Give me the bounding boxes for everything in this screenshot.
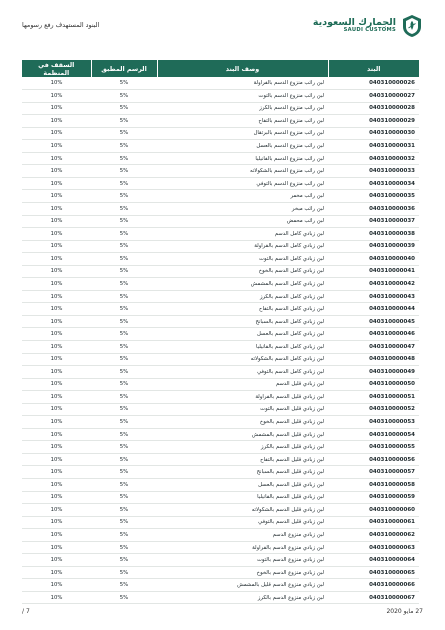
cell-description: لبن زبادي منزوع الدسم قليل بالمشمش: [157, 579, 328, 592]
cell-description: لبن رائب منزوع الدسم بالفانيليا: [157, 152, 328, 165]
cell-applied-duty: 5%: [91, 228, 157, 241]
cell-description: لبن زبادي قليل الدسم بالكرز: [157, 441, 328, 454]
cell-wto-ceiling: 10%: [22, 202, 91, 215]
cell-applied-duty: 5%: [91, 265, 157, 278]
table-row: [22, 240, 419, 253]
cell-wto-ceiling: 10%: [22, 340, 91, 353]
cell-code: 040310000033: [328, 165, 419, 178]
cell-code: 040310000026: [328, 77, 419, 90]
cell-wto-ceiling: 10%: [22, 165, 91, 178]
cell-description: لبن زبادي قليل الدسم بالتوفي: [157, 516, 328, 529]
cell-code: 040310000042: [328, 278, 419, 291]
cell-wto-ceiling: 10%: [22, 115, 91, 128]
cell-wto-ceiling: 10%: [22, 290, 91, 303]
cell-description: لبن زبادي كامل الدسم بالفراولة: [157, 240, 328, 253]
cell-code: 040310000058: [328, 479, 419, 492]
cell-code: 040310000032: [328, 152, 419, 165]
cell-wto-ceiling: 10%: [22, 416, 91, 429]
cell-code: 040310000050: [328, 378, 419, 391]
cell-applied-duty: 5%: [91, 529, 157, 542]
cell-wto-ceiling: 10%: [22, 566, 91, 579]
cell-code: 040310000036: [328, 202, 419, 215]
cell-applied-duty: 5%: [91, 366, 157, 379]
cell-code: 040310000043: [328, 290, 419, 303]
cell-description: لبن زبادي كامل الدسم بالعسل: [157, 328, 328, 341]
cell-wto-ceiling: 10%: [22, 177, 91, 190]
cell-code: 040310000035: [328, 190, 419, 203]
cell-code: 040310000045: [328, 315, 419, 328]
cell-applied-duty: 5%: [91, 340, 157, 353]
cell-wto-ceiling: 10%: [22, 466, 91, 479]
cell-description: لبن زبادي قليل الدسم بالتوت: [157, 403, 328, 416]
cell-code: 040310000067: [328, 591, 419, 604]
cell-applied-duty: 5%: [91, 378, 157, 391]
cell-description: لبن زبادي منزوع الدسم: [157, 529, 328, 542]
table-row: [22, 391, 419, 404]
cell-wto-ceiling: 10%: [22, 541, 91, 554]
cell-wto-ceiling: 10%: [22, 391, 91, 404]
table-row: [22, 529, 419, 542]
cell-applied-duty: 5%: [91, 202, 157, 215]
logo-english-text: SAUDI CUSTOMS: [343, 27, 396, 34]
table-row: [22, 177, 419, 190]
cell-wto-ceiling: 10%: [22, 265, 91, 278]
cell-code: 040310000028: [328, 102, 419, 115]
table-row: [22, 378, 419, 391]
cell-description: لبن زبادي منزوع الدسم بالفراولة: [157, 541, 328, 554]
cell-description: لبن زبادي كامل الدسم بالتوت: [157, 253, 328, 266]
cell-applied-duty: 5%: [91, 353, 157, 366]
saudi-customs-logo: [313, 14, 423, 38]
cell-wto-ceiling: 10%: [22, 328, 91, 341]
table-row: [22, 253, 419, 266]
column-header-applied-duty: الرسم المطبق: [91, 60, 157, 77]
cell-wto-ceiling: 10%: [22, 228, 91, 241]
table-row: [22, 479, 419, 492]
cell-applied-duty: 5%: [91, 240, 157, 253]
table-row: [22, 303, 419, 316]
table-row: [22, 290, 419, 303]
cell-wto-ceiling: 10%: [22, 378, 91, 391]
cell-description: لبن رائب محمض: [157, 215, 328, 228]
cell-description: لبن زبادي منزوع الدسم بالكرز: [157, 591, 328, 604]
cell-applied-duty: 5%: [91, 391, 157, 404]
cell-code: 040310000066: [328, 579, 419, 592]
cell-applied-duty: 5%: [91, 403, 157, 416]
cell-description: لبن زبادي قليل الدسم: [157, 378, 328, 391]
cell-applied-duty: 5%: [91, 453, 157, 466]
column-header-wto-ceiling: السقف في المنظمة: [22, 60, 91, 77]
table-row: [22, 441, 419, 454]
cell-wto-ceiling: 10%: [22, 453, 91, 466]
cell-code: 040310000038: [328, 228, 419, 241]
table-row: [22, 516, 419, 529]
cell-wto-ceiling: 10%: [22, 353, 91, 366]
table-row: [22, 215, 419, 228]
logo-arabic-text: الجمارك السعودية: [312, 17, 396, 29]
cell-applied-duty: 5%: [91, 554, 157, 567]
cell-description: لبن زبادي قليل الدسم بالسبانخ: [157, 466, 328, 479]
cell-description: لبن زبادي قليل الدسم بالتفاح: [157, 453, 328, 466]
cell-description: لبن رائب مبخر: [157, 202, 328, 215]
cell-wto-ceiling: 10%: [22, 303, 91, 316]
table-row: [22, 102, 419, 115]
table-row: [22, 504, 419, 517]
cell-description: لبن زبادي منزوع الدسم بالخوخ: [157, 566, 328, 579]
cell-applied-duty: 5%: [91, 315, 157, 328]
table-row: [22, 328, 419, 341]
tariff-table: [22, 60, 419, 604]
cell-applied-duty: 5%: [91, 278, 157, 291]
cell-description: لبن زبادي قليل الدسم بالفراولة: [157, 391, 328, 404]
page-header: [22, 10, 423, 48]
cell-applied-duty: 5%: [91, 165, 157, 178]
cell-applied-duty: 5%: [91, 428, 157, 441]
cell-code: 040310000049: [328, 366, 419, 379]
table-row: [22, 566, 419, 579]
cell-code: 040310000064: [328, 554, 419, 567]
cell-description: لبن زبادي كامل الدسم بالفانيليا: [157, 340, 328, 353]
cell-wto-ceiling: 10%: [22, 127, 91, 140]
cell-description: لبن زبادي كامل الدسم بالسبانخ: [157, 315, 328, 328]
cell-description: لبن رائب منزوع الدسم بالشكولاته: [157, 165, 328, 178]
cell-wto-ceiling: 10%: [22, 278, 91, 291]
cell-applied-duty: 5%: [91, 504, 157, 517]
cell-code: 040310000037: [328, 215, 419, 228]
cell-wto-ceiling: 10%: [22, 77, 91, 90]
cell-code: 040310000044: [328, 303, 419, 316]
cell-wto-ceiling: 10%: [22, 403, 91, 416]
cell-applied-duty: 5%: [91, 102, 157, 115]
cell-code: 040310000041: [328, 265, 419, 278]
cell-applied-duty: 5%: [91, 516, 157, 529]
cell-code: 040310000062: [328, 529, 419, 542]
cell-description: لبن زبادي قليل الدسم بالخوخ: [157, 416, 328, 429]
cell-code: 040310000047: [328, 340, 419, 353]
cell-wto-ceiling: 10%: [22, 140, 91, 153]
saudi-customs-emblem-icon: [401, 14, 423, 38]
cell-wto-ceiling: 10%: [22, 315, 91, 328]
table-row: [22, 491, 419, 504]
cell-description: لبن زبادي قليل الدسم بالمشمش: [157, 428, 328, 441]
cell-wto-ceiling: 10%: [22, 215, 91, 228]
cell-wto-ceiling: 10%: [22, 190, 91, 203]
cell-code: 040310000052: [328, 403, 419, 416]
cell-wto-ceiling: 10%: [22, 554, 91, 567]
cell-applied-duty: 5%: [91, 541, 157, 554]
cell-applied-duty: 5%: [91, 253, 157, 266]
table-row: [22, 353, 419, 366]
cell-code: 040310000059: [328, 491, 419, 504]
cell-applied-duty: 5%: [91, 479, 157, 492]
cell-applied-duty: 5%: [91, 290, 157, 303]
cell-description: لبن رائب منزوع الدسم بالعسل: [157, 140, 328, 153]
cell-applied-duty: 5%: [91, 491, 157, 504]
table-body: [22, 77, 419, 604]
cell-code: 040310000057: [328, 466, 419, 479]
cell-wto-ceiling: 10%: [22, 240, 91, 253]
cell-description: لبن رائب منزوع الدسم بالفراولة: [157, 77, 328, 90]
cell-applied-duty: 5%: [91, 115, 157, 128]
cell-wto-ceiling: 10%: [22, 479, 91, 492]
tariff-table-container: [22, 60, 419, 604]
cell-wto-ceiling: 10%: [22, 441, 91, 454]
table-row: [22, 340, 419, 353]
cell-code: 040310000040: [328, 253, 419, 266]
cell-description: لبن رائب منزوع الدسم بالكرز: [157, 102, 328, 115]
cell-code: 040310000048: [328, 353, 419, 366]
table-row: [22, 315, 419, 328]
cell-code: 040310000034: [328, 177, 419, 190]
cell-wto-ceiling: 10%: [22, 579, 91, 592]
cell-code: 040310000027: [328, 90, 419, 103]
table-row: [22, 278, 419, 291]
cell-code: 040310000051: [328, 391, 419, 404]
cell-code: 040310000063: [328, 541, 419, 554]
table-row: [22, 416, 419, 429]
table-header-row: [22, 60, 419, 77]
cell-description: لبن رائب منزوع الدسم بالتفاح: [157, 115, 328, 128]
cell-description: لبن رائب منزوع الدسم بالتوفي: [157, 177, 328, 190]
table-row: [22, 202, 419, 215]
table-row: [22, 228, 419, 241]
table-row: [22, 591, 419, 604]
cell-code: 040310000060: [328, 504, 419, 517]
cell-code: 040310000031: [328, 140, 419, 153]
table-row: [22, 77, 419, 90]
cell-description: لبن رائب منزوع الدسم بالتوت: [157, 90, 328, 103]
cell-code: 040310000061: [328, 516, 419, 529]
cell-code: 040310000065: [328, 566, 419, 579]
cell-wto-ceiling: 10%: [22, 491, 91, 504]
cell-code: 040310000029: [328, 115, 419, 128]
cell-applied-duty: 5%: [91, 215, 157, 228]
cell-description: لبن زبادي منزوع الدسم بالتوت: [157, 554, 328, 567]
cell-applied-duty: 5%: [91, 441, 157, 454]
table-row: [22, 428, 419, 441]
cell-description: لبن رائب منزوع الدسم بالبرتقال: [157, 127, 328, 140]
table-row: [22, 190, 419, 203]
cell-wto-ceiling: 10%: [22, 428, 91, 441]
cell-applied-duty: 5%: [91, 416, 157, 429]
cell-description: لبن زبادي كامل الدسم بالمشمش: [157, 278, 328, 291]
table-row: [22, 127, 419, 140]
cell-description: لبن رائب مخمر: [157, 190, 328, 203]
cell-wto-ceiling: 10%: [22, 90, 91, 103]
cell-applied-duty: 5%: [91, 328, 157, 341]
cell-description: لبن زبادي كامل الدسم بالكرز: [157, 290, 328, 303]
page-number: 7 /: [22, 608, 30, 615]
cell-applied-duty: 5%: [91, 303, 157, 316]
cell-wto-ceiling: 10%: [22, 591, 91, 604]
table-row: [22, 541, 419, 554]
cell-applied-duty: 5%: [91, 579, 157, 592]
cell-wto-ceiling: 10%: [22, 253, 91, 266]
table-row: [22, 152, 419, 165]
cell-code: 040310000055: [328, 441, 419, 454]
cell-code: 040310000054: [328, 428, 419, 441]
cell-description: لبن زبادي كامل الدسم بالخوخ: [157, 265, 328, 278]
cell-applied-duty: 5%: [91, 77, 157, 90]
table-row: [22, 554, 419, 567]
table-row: [22, 140, 419, 153]
table-row: [22, 165, 419, 178]
cell-applied-duty: 5%: [91, 177, 157, 190]
cell-applied-duty: 5%: [91, 152, 157, 165]
page-footer: [22, 608, 423, 620]
table-row: [22, 453, 419, 466]
cell-applied-duty: 5%: [91, 566, 157, 579]
cell-applied-duty: 5%: [91, 190, 157, 203]
column-header-code: البند: [328, 60, 419, 77]
cell-applied-duty: 5%: [91, 90, 157, 103]
cell-applied-duty: 5%: [91, 127, 157, 140]
cell-code: 040310000053: [328, 416, 419, 429]
cell-code: 040310000056: [328, 453, 419, 466]
cell-description: لبن زبادي كامل الدسم بالتوفي: [157, 366, 328, 379]
cell-description: لبن زبادي قليل الدسم بالعسل: [157, 479, 328, 492]
table-row: [22, 466, 419, 479]
cell-description: لبن زبادي كامل الدسم بالشكولاته: [157, 353, 328, 366]
cell-wto-ceiling: 10%: [22, 102, 91, 115]
cell-applied-duty: 5%: [91, 140, 157, 153]
table-row: [22, 579, 419, 592]
cell-description: لبن زبادي قليل الدسم بالفانيليا: [157, 491, 328, 504]
cell-wto-ceiling: 10%: [22, 366, 91, 379]
cell-description: لبن زبادي كامل الدسم بالتفاح: [157, 303, 328, 316]
cell-code: 040310000030: [328, 127, 419, 140]
cell-wto-ceiling: 10%: [22, 529, 91, 542]
table-row: [22, 115, 419, 128]
cell-description: لبن زبادي قليل الدسم بالشكولاته: [157, 504, 328, 517]
cell-applied-duty: 5%: [91, 591, 157, 604]
table-row: [22, 366, 419, 379]
document-title: البنود المستهدف رفع رسومها: [22, 21, 100, 29]
column-header-description: وصف البند: [157, 60, 328, 77]
cell-applied-duty: 5%: [91, 466, 157, 479]
cell-code: 040310000039: [328, 240, 419, 253]
cell-wto-ceiling: 10%: [22, 152, 91, 165]
cell-wto-ceiling: 10%: [22, 516, 91, 529]
footer-date: 27 مايو 2020: [386, 608, 423, 615]
table-row: [22, 265, 419, 278]
cell-description: لبن زبادي كامل الدسم: [157, 228, 328, 241]
table-row: [22, 403, 419, 416]
cell-wto-ceiling: 10%: [22, 504, 91, 517]
cell-code: 040310000046: [328, 328, 419, 341]
table-row: [22, 90, 419, 103]
